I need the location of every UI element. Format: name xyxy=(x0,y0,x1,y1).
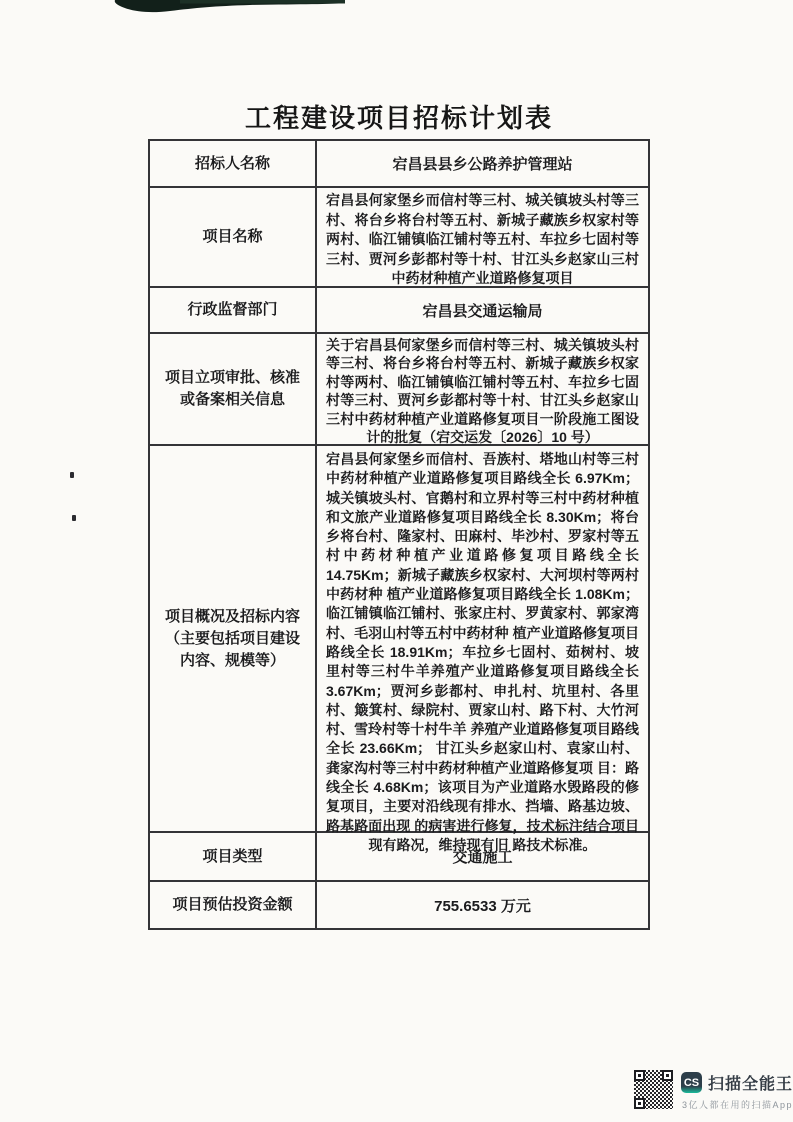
scanner-tagline: 3亿人都在用的扫描App xyxy=(682,1100,793,1110)
table-row-supervising-department xyxy=(150,286,648,332)
qr-finder-icon xyxy=(662,1070,673,1081)
row-label: 行政监督部门 xyxy=(150,288,317,332)
table-row-bidder-name xyxy=(150,141,648,186)
row-value: 宕昌县何家堡乡而信村等三村、城关镇坡头村等三村、将台乡将台村等五村、新城子藏族乡权家村等两村、临江铺镇临江铺村等五村、车拉乡七固村等三村、贾河乡彭都村等十村、甘江头乡赵家山三村中药材种植产业道路修复项目 xyxy=(326,192,639,287)
scanner-brand-block xyxy=(681,1068,793,1113)
camscanner-logo-icon: CS xyxy=(681,1072,702,1093)
row-label: 项目类型 xyxy=(150,833,317,880)
row-value: 宕昌县交通运输局 xyxy=(422,302,543,320)
scan-speck xyxy=(72,515,76,521)
tender-plan-table xyxy=(148,139,650,930)
scan-speck xyxy=(70,472,74,478)
row-label: 项目立项审批、核准或备案相关信息 xyxy=(150,334,317,444)
table-row-estimated-investment xyxy=(150,880,648,928)
row-value: 755.6533 万元 xyxy=(434,897,531,915)
qr-finder-icon xyxy=(634,1070,645,1081)
table-row-approval-info xyxy=(150,332,648,444)
table-row-project-name xyxy=(150,186,648,286)
row-label: 项目预估投资金额 xyxy=(150,882,317,928)
row-label: 项目名称 xyxy=(150,188,317,286)
scan-edge-artifact xyxy=(0,0,400,18)
scanner-brand-name: 扫描全能王 xyxy=(708,1076,793,1093)
table-row-project-overview xyxy=(150,444,648,853)
row-label: 招标人名称 xyxy=(150,141,317,186)
qr-code xyxy=(634,1070,673,1109)
row-value: 宕昌县何家堡乡而信村、吾族村、塔地山村等三村中药材种植产业道路修复项目路线全长 6.97Km；城关镇坡头村、官鹅村和立界村等三村中药材种植和文旅产业道路修复项目路线全长 8.30Km；将台乡将台村、隆家村、田麻村、毕沙村、罗家村等五村中药材种植产业道路修复项目路线全长 14.75Km；新城子藏族乡权家村、大河坝村等两村中药材种 植产业道路修复项目路线全长 1.08Km；临江铺镇临江铺村、张家庄村、罗黄家村、郭家湾村、毛羽山村等五村中药材种 植产业道路修复项目路线全长 18.91Km；车拉乡七固村、茹树村、坡里村等三村牛羊养殖产业道路修复项目路线全长 3.67Km；贾河乡彭都村、申扎村、坑里村、各里村、簸箕村、绿院村、贾家山村、路下村、大竹河村、雪玲村等十村牛羊 养殖产业道路修复项目路线全长 23.66Km； 甘江头乡赵家山村、袁家山村、龚家沟村等三村中药材种植产业道路修复项 目：路线全长 4.68Km；该项目为产业道路水毁路段的修复项目，主要对沿线现有排水、挡墙、路基边坡、路基路面出现 的病害进行修复，技术标注结合项目现有路况，维持现有旧 路技术标准。 xyxy=(326,451,639,853)
page-title: 工程建设项目招标计划表 xyxy=(244,103,553,133)
row-value: 关于宕昌县何家堡乡而信村等三村、城关镇坡头村等三村、将台乡将台村等五村、新城子藏族乡权家村等两村、临江铺镇临江铺村等五村、车拉乡七固村等三村、贾河乡彭都村等十村、甘江头乡赵家山三村中药材种植产业道路修复项目一阶段施工图设计的批复（宕交运发〔2026〕10 号） xyxy=(326,337,639,446)
row-value: 交通施工 xyxy=(452,849,513,866)
table-row-project-type xyxy=(150,831,648,880)
row-label: 项目概况及招标内容（主要包括项目建设内容、规模等） xyxy=(150,446,317,831)
qr-finder-icon xyxy=(634,1098,645,1109)
scanner-watermark xyxy=(634,1068,793,1113)
row-value: 宕昌县县乡公路养护管理站 xyxy=(392,156,573,173)
